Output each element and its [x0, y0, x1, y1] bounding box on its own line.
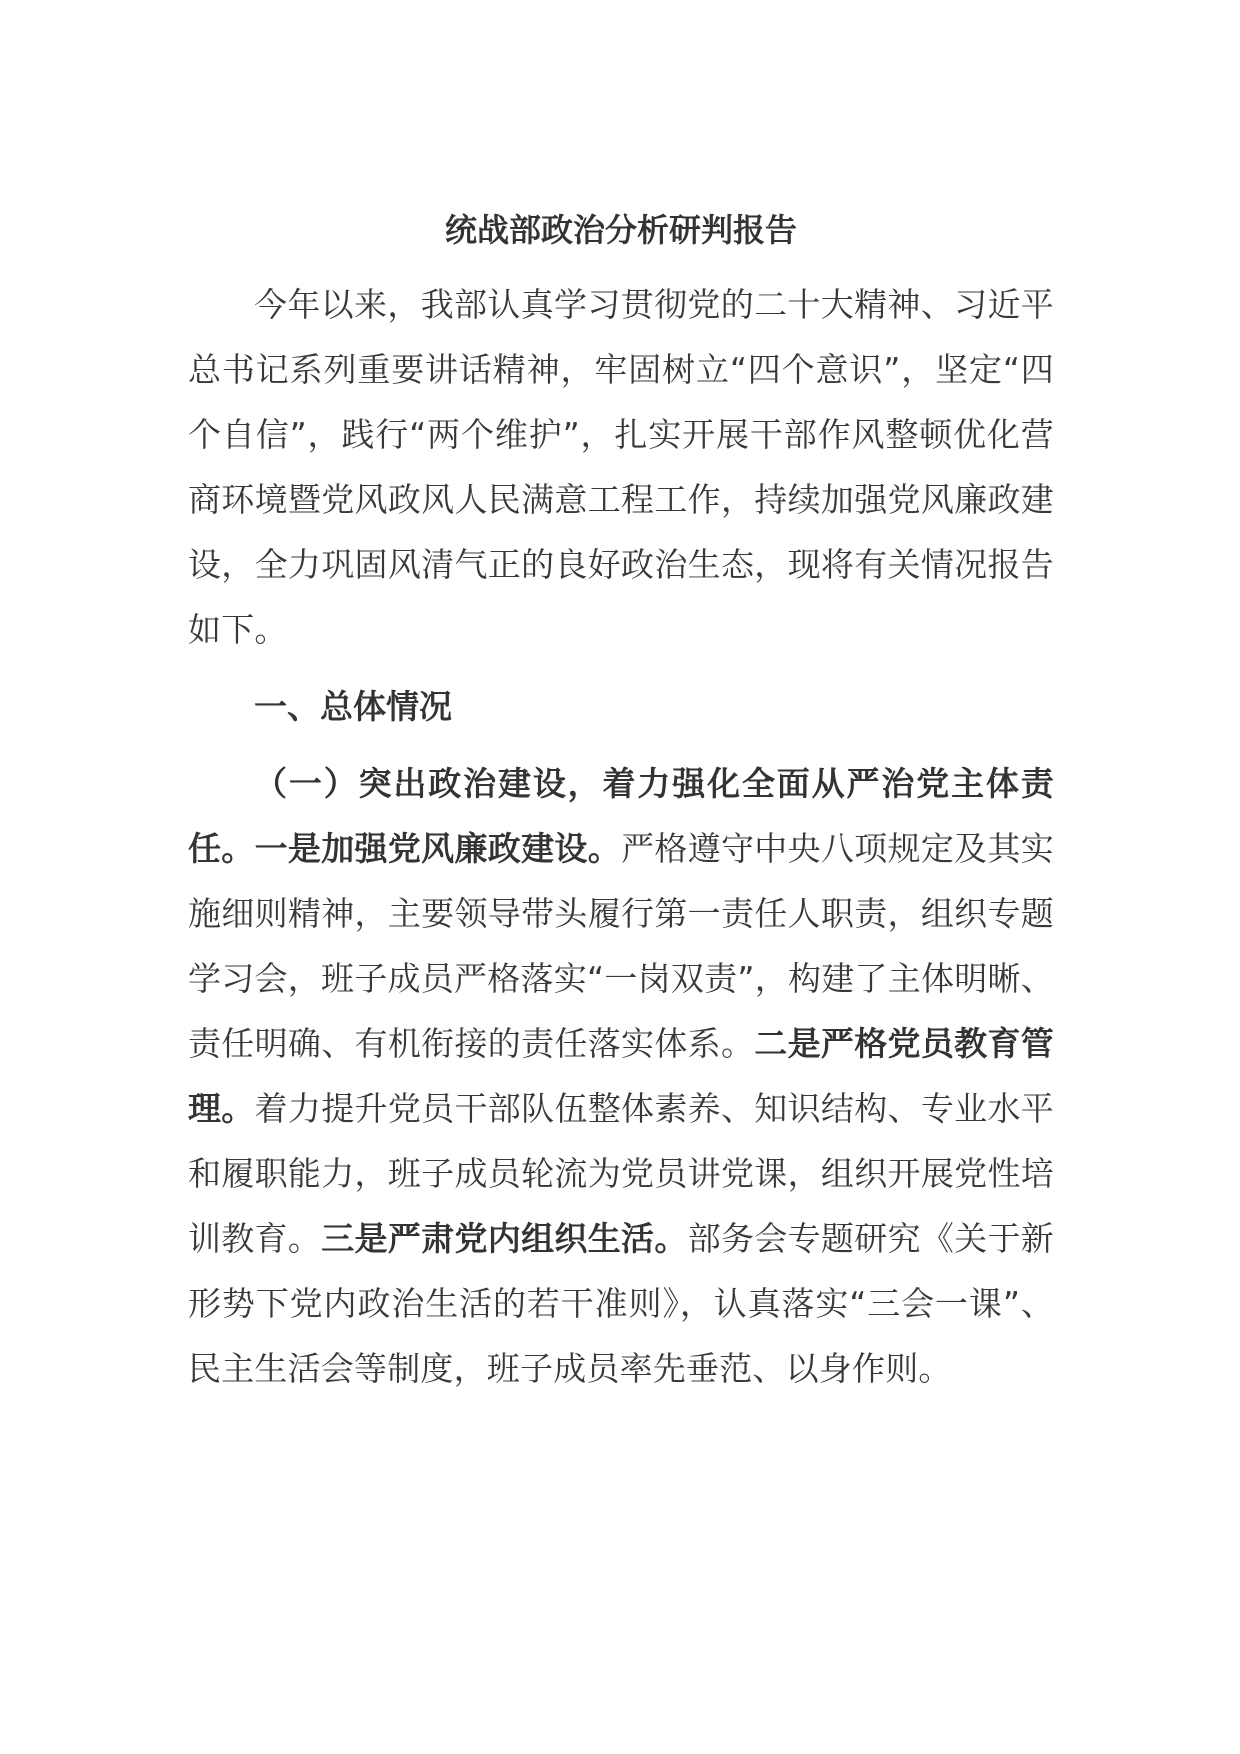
subsection-heading: （一）突出政治建设，着力强化全面从严治党主体责任。	[188, 764, 1054, 868]
point-2-title: 二是严格党员教育管理。	[188, 1024, 1054, 1128]
point-2-text: 着力提升党员干部队伍整体素养、知识结构、专业水平和履职能力，班子成员轮流为党员讲党课，组织开展党性培训教育。	[188, 1089, 1054, 1258]
document-title: 统战部政治分析研判报告	[444, 211, 797, 249]
point-1-text: 严格遵守中央八项规定及其实施细则精神，主要领导带头履行第一责任人职责，组织专题学习会，班子成员严格落实“一岗双责”，构建了主体明晰、责任明确、有机衔接的责任落实体系。	[188, 829, 1054, 1063]
section-heading-overview: 一、总体情况	[254, 687, 452, 726]
point-1-title: 一是加强党风廉政建设。	[254, 829, 622, 868]
document-body	[188, 198, 1054, 1401]
point-3-title: 三是严肃党内组织生活。	[321, 1219, 688, 1258]
intro-paragraph: 今年以来，我部认真学习贯彻党的二十大精神、习近平总书记系列重要讲话精神，牢固树立“四个意识”，坚定“四个自信”，践行“两个维护”，扎实开展干部作风整顿优化营商环境暨党风政风人民满意工程工作，持续加强党风廉政建设，全力巩固风清气正的良好政治生态，现将有关情况报告如下。	[188, 285, 1054, 649]
subsection-paragraph-1	[188, 751, 1054, 1401]
point-3-text: 部务会专题研究《关于新形势下党内政治生活的若干准则》，认真落实“三会一课”、民主生活会等制度，班子成员率先垂范、以身作则。	[188, 1219, 1055, 1388]
